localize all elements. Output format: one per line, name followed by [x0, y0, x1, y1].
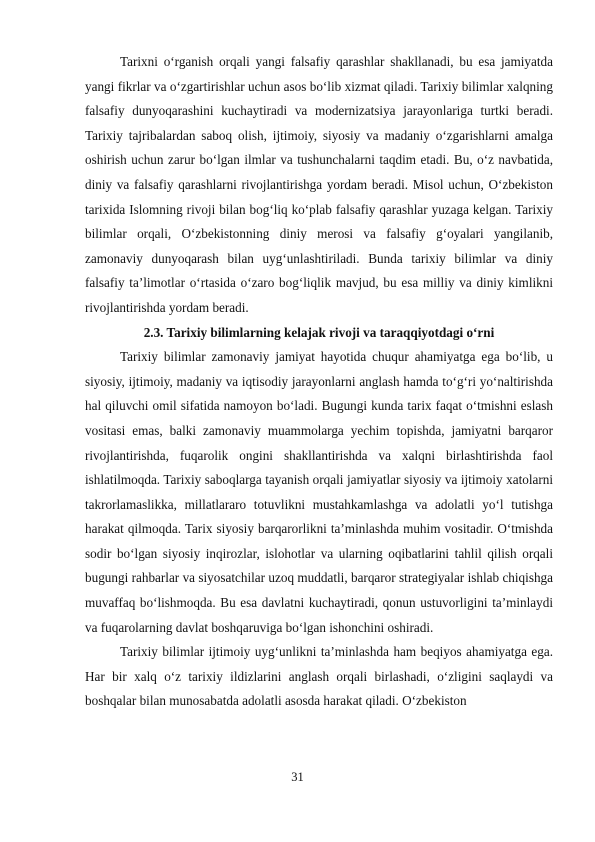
page-number: 31 [291, 770, 304, 784]
body-paragraph: Tarixni o‘rganish orqali yangi falsafiy qarashlar shakllanadi, bu esa jamiyatda yangi fikrlar va o‘zgartirishlar uchun asos bo‘lib xizmat qiladi. Tarixiy bilimlar xalqning falsafiy dunyoqarashini kuchaytiradi va modernizatsiya jarayonlariga turtki beradi. Tarixiy tajribalardan saboq olish, ijtimoiy, siyosiy va madaniy o‘zgarishlarni amalga oshirish uchun zarur bo‘lgan ilmlar va tushunchalarni taqdim etadi. Bu, o‘z navbatida, diniy va falsafiy qarashlarni rivojlantirishga yordam beradi. Misol uchun, O‘zbekiston tarixida Islomning rivoji bilan bog‘liq ko‘plab falsafiy qarashlar yuzaga kelgan. Tarixiy bilimlar orqali, O‘zbekistonning diniy merosi va falsafiy g‘oyalari yangilanib, zamonaviy dunyoqarash bilan uyg‘unlashtiriladi. Bunda tarixiy bilimlar va diniy falsafiy ta’limotlar o‘rtasida o‘zaro bog‘liqlik mavjud, bu esa milliy va diniy kimlikni rivojlantirishda yordam beradi. [85, 54, 553, 315]
body-paragraph: Tarixiy bilimlar ijtimoiy uyg‘unlikni ta’minlashda ham beqiyos ahamiyatga ega. Har bir xalq o‘z tarixiy ildizlarini anglash orqali birlashadi, o‘zligini saqlaydi va boshqalar bilan munosabatda adolatli asosda harakat qiladi. O‘zbekiston [85, 644, 553, 709]
section-heading: 2.3. Tarixiy bilimlarning kelajak rivoji va taraqqiyotdagi o‘rni [143, 324, 495, 340]
document-page [85, 50, 553, 714]
body-paragraph: Tarixiy bilimlar zamonaviy jamiyat hayotida chuqur ahamiyatga ega bo‘lib, u siyosiy, ijtimoiy, madaniy va iqtisodiy jarayonlarni anglash hamda to‘g‘ri yo‘naltirishda hal qiluvchi omil sifatida namoyon bo‘ladi. Bugungi kunda tarix faqat o‘tmishni eslash vositasi emas, balki zamonaviy muammolarga yechim topishda, jamiyatni barqaror rivojlantirishda, fuqarolik ongini shakllantirishda va xalqni birlashtirishda faol ishlatilmoqda. Tarixiy saboqlarga tayanish orqali jamiyatlar siyosiy va ijtimoiy xatolarni takrorlamaslikka, millatlararo totuvlikni mustahkamlashga va adolatli yo‘l tutishga harakat qilmoqda. Tarix siyosiy barqarorlikni ta’minlashda muhim vositadir. O‘tmishda sodir bo‘lgan siyosiy inqirozlar, islohotlar va ularning oqibatlarini tahlil qilish orqali bugungi rahbarlar va siyosatchilar uzoq muddatli, barqaror strategiyalar ishlab chiqishga muvaffaq bo‘lishmoqda. Bu esa davlatni kuchaytiradi, qonun ustuvorligini ta’minlaydi va fuqarolarning davlat boshqaruviga bo‘lgan ishonchini oshiradi. [85, 349, 553, 635]
